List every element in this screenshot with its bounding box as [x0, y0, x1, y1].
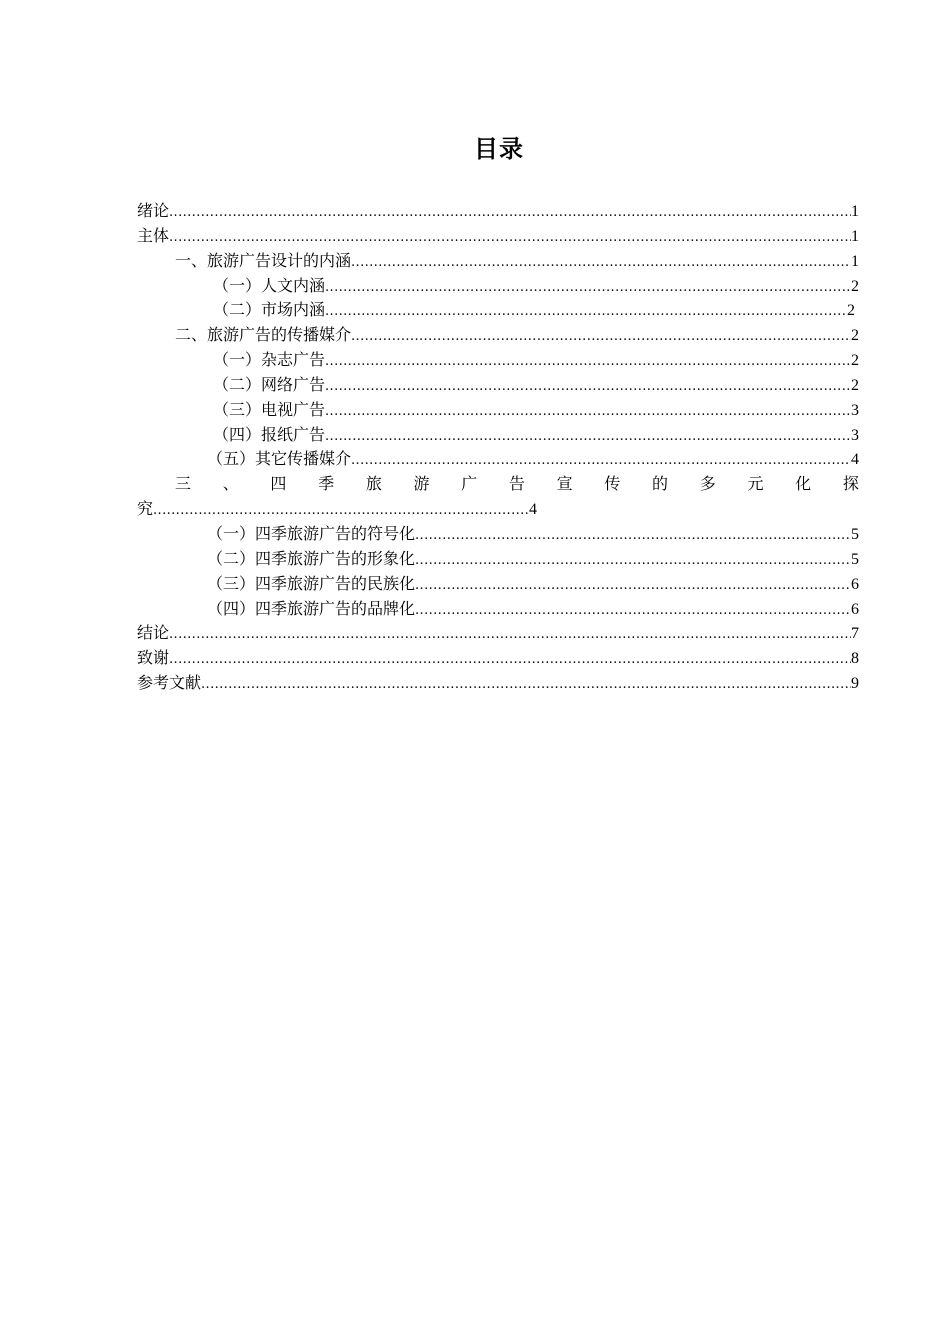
toc-entry-char: 季 — [318, 474, 335, 494]
toc-entry-justified[interactable] — [137, 472, 859, 497]
toc-entry-char: 游 — [413, 474, 430, 494]
toc-entry-label: （一）四季旅游广告的符号化 — [207, 523, 416, 543]
dot-leader — [169, 226, 851, 249]
toc-entry-label: （四）报纸广告 — [213, 424, 326, 444]
toc-entry-page: 3 — [851, 426, 859, 444]
toc-entry-page: 5 — [851, 525, 859, 543]
dot-leader — [201, 673, 851, 696]
toc-entry-char: 告 — [508, 474, 525, 494]
toc-entry-page: 1 — [851, 252, 859, 270]
dot-leader — [169, 201, 851, 224]
dot-leader — [325, 425, 851, 448]
toc-entry-page: 2 — [851, 376, 859, 394]
toc-entry-char: 传 — [604, 474, 621, 494]
toc-entry[interactable] — [137, 646, 859, 671]
toc-entry-char: 宣 — [556, 474, 573, 494]
toc-entry-page: 4 — [529, 501, 537, 519]
toc-entry-label: 绪论 — [137, 201, 170, 220]
dot-leader — [415, 574, 851, 597]
toc-entry-page: 3 — [851, 401, 859, 419]
toc-entry[interactable] — [137, 398, 859, 423]
toc-entry-label: （五）其它传播媒介 — [207, 449, 352, 469]
toc-entry-char: 四 — [270, 474, 287, 494]
toc-entry-page: 4 — [851, 451, 859, 469]
dot-leader — [415, 549, 851, 572]
dot-leader — [325, 276, 851, 299]
toc-entry-continuation[interactable] — [137, 497, 537, 522]
toc-entry[interactable] — [137, 572, 859, 597]
toc-entry-char: 的 — [652, 474, 669, 494]
table-of-contents — [137, 199, 859, 696]
dot-leader — [153, 499, 529, 524]
toc-title: 目录 — [474, 135, 524, 163]
dot-leader — [325, 350, 851, 373]
toc-entry-label: （二）市场内涵 — [213, 300, 326, 320]
toc-entry-label: 一、旅游广告设计的内涵 — [175, 250, 352, 270]
toc-entry-page: 1 — [851, 227, 859, 245]
toc-entry-label: 参考文献 — [137, 673, 202, 693]
dot-leader — [325, 300, 847, 323]
toc-entry-char: 三 — [175, 474, 192, 494]
toc-entry-page: 7 — [851, 625, 859, 643]
toc-entry-label: 究 — [137, 499, 154, 519]
toc-entry-label: （三）四季旅游广告的民族化 — [207, 573, 416, 593]
toc-entry-page: 5 — [851, 550, 859, 568]
toc-entry-label: （一）杂志广告 — [213, 350, 326, 370]
toc-entry[interactable] — [137, 547, 859, 572]
toc-entry[interactable] — [137, 621, 859, 646]
toc-entry[interactable] — [137, 522, 859, 547]
toc-entry-label: 主体 — [137, 225, 170, 245]
toc-entry-label: 致谢 — [137, 648, 170, 668]
dot-leader — [351, 251, 851, 274]
dot-leader — [325, 400, 851, 423]
dot-leader — [415, 599, 851, 622]
toc-entry-label: （一）人文内涵 — [213, 275, 326, 295]
toc-entry[interactable] — [137, 199, 859, 224]
dot-leader — [415, 524, 851, 547]
toc-entry-char: 旅 — [365, 474, 382, 494]
toc-entry-label: （二）网络广告 — [213, 374, 326, 394]
toc-entry-char: 元 — [747, 474, 764, 494]
toc-entry-label: 二、旅游广告的传播媒介 — [175, 325, 352, 345]
toc-entry-page: 6 — [851, 575, 859, 593]
toc-entry-char: 广 — [461, 474, 478, 494]
dot-leader — [351, 449, 851, 472]
toc-entry-page: 2 — [851, 352, 859, 370]
toc-entry[interactable] — [137, 671, 859, 696]
toc-entry[interactable] — [137, 597, 859, 622]
toc-entry[interactable] — [137, 298, 859, 323]
toc-entry-page: 8 — [851, 650, 859, 668]
toc-entry-char: 多 — [699, 474, 716, 494]
toc-entry-page: 1 — [851, 203, 859, 220]
toc-entry-label: （四）四季旅游广告的品牌化 — [207, 598, 416, 618]
toc-entry-label: 结论 — [137, 623, 170, 643]
toc-entry-page: 2 — [851, 327, 859, 345]
toc-entry[interactable] — [137, 373, 859, 398]
toc-entry-page: 2 — [847, 302, 855, 320]
toc-entry-label: （三）电视广告 — [213, 399, 326, 419]
toc-entry[interactable] — [137, 249, 859, 274]
toc-entry-char: 、 — [222, 474, 239, 494]
toc-entry-page: 6 — [851, 600, 859, 618]
toc-entry[interactable] — [137, 224, 859, 249]
dot-leader — [351, 325, 851, 348]
toc-entry-char: 探 — [842, 474, 859, 494]
toc-entry[interactable] — [137, 274, 859, 299]
toc-entry[interactable] — [137, 423, 859, 448]
toc-entry[interactable] — [137, 447, 859, 472]
dot-leader — [169, 648, 851, 671]
dot-leader — [325, 375, 851, 398]
toc-entry-char: 化 — [795, 474, 812, 494]
toc-entry-page: 2 — [851, 277, 859, 295]
dot-leader — [169, 623, 851, 646]
toc-entry-page: 9 — [851, 675, 859, 693]
toc-entry[interactable] — [137, 348, 859, 373]
toc-entry-label: （二）四季旅游广告的形象化 — [207, 548, 416, 568]
toc-entry[interactable] — [137, 323, 859, 348]
